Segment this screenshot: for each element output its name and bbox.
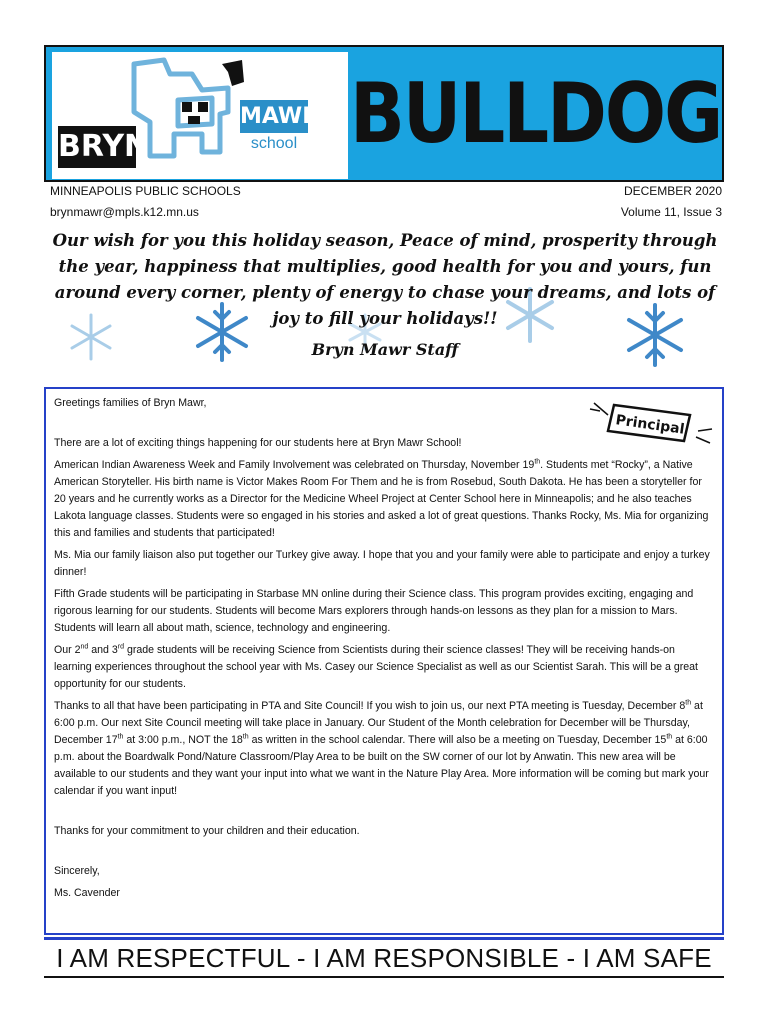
- holiday-wish-signature: Bryn Mawr Staff: [311, 340, 459, 359]
- logo-school-text: school: [240, 134, 308, 154]
- newsletter-title: BULLDOG: [350, 65, 722, 162]
- district-name: MINNEAPOLIS PUBLIC SCHOOLS: [50, 184, 241, 198]
- school-logo: [52, 52, 348, 179]
- letter-paragraph-6: Thanks to all that have been participating in PTA and Site Council! If you wish to join us, our next PTA meeting is Tuesday, December 8th at 6:00 p.m. Our next Site Council meeting will take place in January. Our Student of the Month celebration for December will be Thursday, December 17th at 3:00 p.m., NOT the 18th as written in the school calendar. There will also be a meeting on Tuesday, December 15th at 6:00 p.m. about the Boardwalk Pond/Nature Classroom/Play Area to be built on the SW corner of our lot by Anwatin. This new area will be available to our students and they want your input into what we want in the Nature Play Area. More information will be coming but mark your calendar if you want input!: [54, 699, 709, 797]
- issue-volume: Volume 11, Issue 3: [620, 205, 722, 219]
- letter-paragraph-3: Ms. Mia our family liaison also put together our Turkey give away. I hope that you and your family were able to participate and enjoy a turkey dinner!: [54, 549, 710, 578]
- letter-paragraph-2: American Indian Awareness Week and Family Involvement was celebrated on Thursday, November 19th. Students met “Rocky”, a Native American Storyteller. His birth name is Victor Makes Room For Them and he is from Rosebud, South Dakota. He has been a storyteller for 20 years and he currently works as a Director for the Medicine Wheel Project at Center School here in Minneapolis; and he also teaches Lakota language classes. Students were so engaged in his stories and asked a lot of great questions. Thanks Rocky, Ms. Mia for organizing this and families and students that participated!: [54, 458, 709, 539]
- logo-bryn-text: BRYN: [58, 126, 136, 168]
- school-motto: I AM RESPECTFUL - I AM RESPONSIBLE - I AM SAFE: [44, 943, 724, 978]
- letter-greeting: Greetings families of Bryn Mawr,: [54, 397, 207, 409]
- holiday-wish: Our wish for you this holiday season, Peace of mind, prosperity through the year, happiness that multiplies, good health for you and yours, fun around every corner, plenty of energy to chase your dreams, and lots of joy to fill your holidays!!: [52, 231, 718, 328]
- principal-sign-label: Principal: [614, 412, 686, 438]
- letter-paragraph-4: Fifth Grade students will be participating in Starbase MN online during their Science class. This program provides exciting, engaging and rigorous learning for our students. Students will become Mars explorers through hands-on lessons as they plan for a mission to Mars. Students will learn all about math, science, technology and engineering.: [54, 588, 694, 634]
- logo-mawr-text: MAWR: [240, 100, 308, 133]
- letter-signer: Ms. Cavender: [54, 887, 120, 899]
- issue-date: DECEMBER 2020: [623, 184, 722, 198]
- letter-paragraph-7: Thanks for your commitment to your children and their education.: [54, 825, 360, 837]
- letter-paragraph-1: There are a lot of exciting things happening for our students here at Bryn Mawr School!: [54, 437, 462, 449]
- principal-letter: [44, 387, 724, 935]
- masthead: [44, 45, 724, 182]
- letter-closing: Sincerely,: [54, 865, 100, 877]
- footer-divider: [44, 937, 724, 940]
- letter-paragraph-5: Our 2nd and 3rd grade students will be receiving Science from Scientists during their science classes! They will be receiving hands-on learning experiences throughout the school year with Ms. Casey our Science Specialist as well as our Scientist Sarah. This will be a great opportunity for our students.: [54, 643, 698, 690]
- principal-sign-icon: [586, 393, 716, 453]
- school-email: brynmawr@mpls.k12.mn.us: [50, 205, 199, 219]
